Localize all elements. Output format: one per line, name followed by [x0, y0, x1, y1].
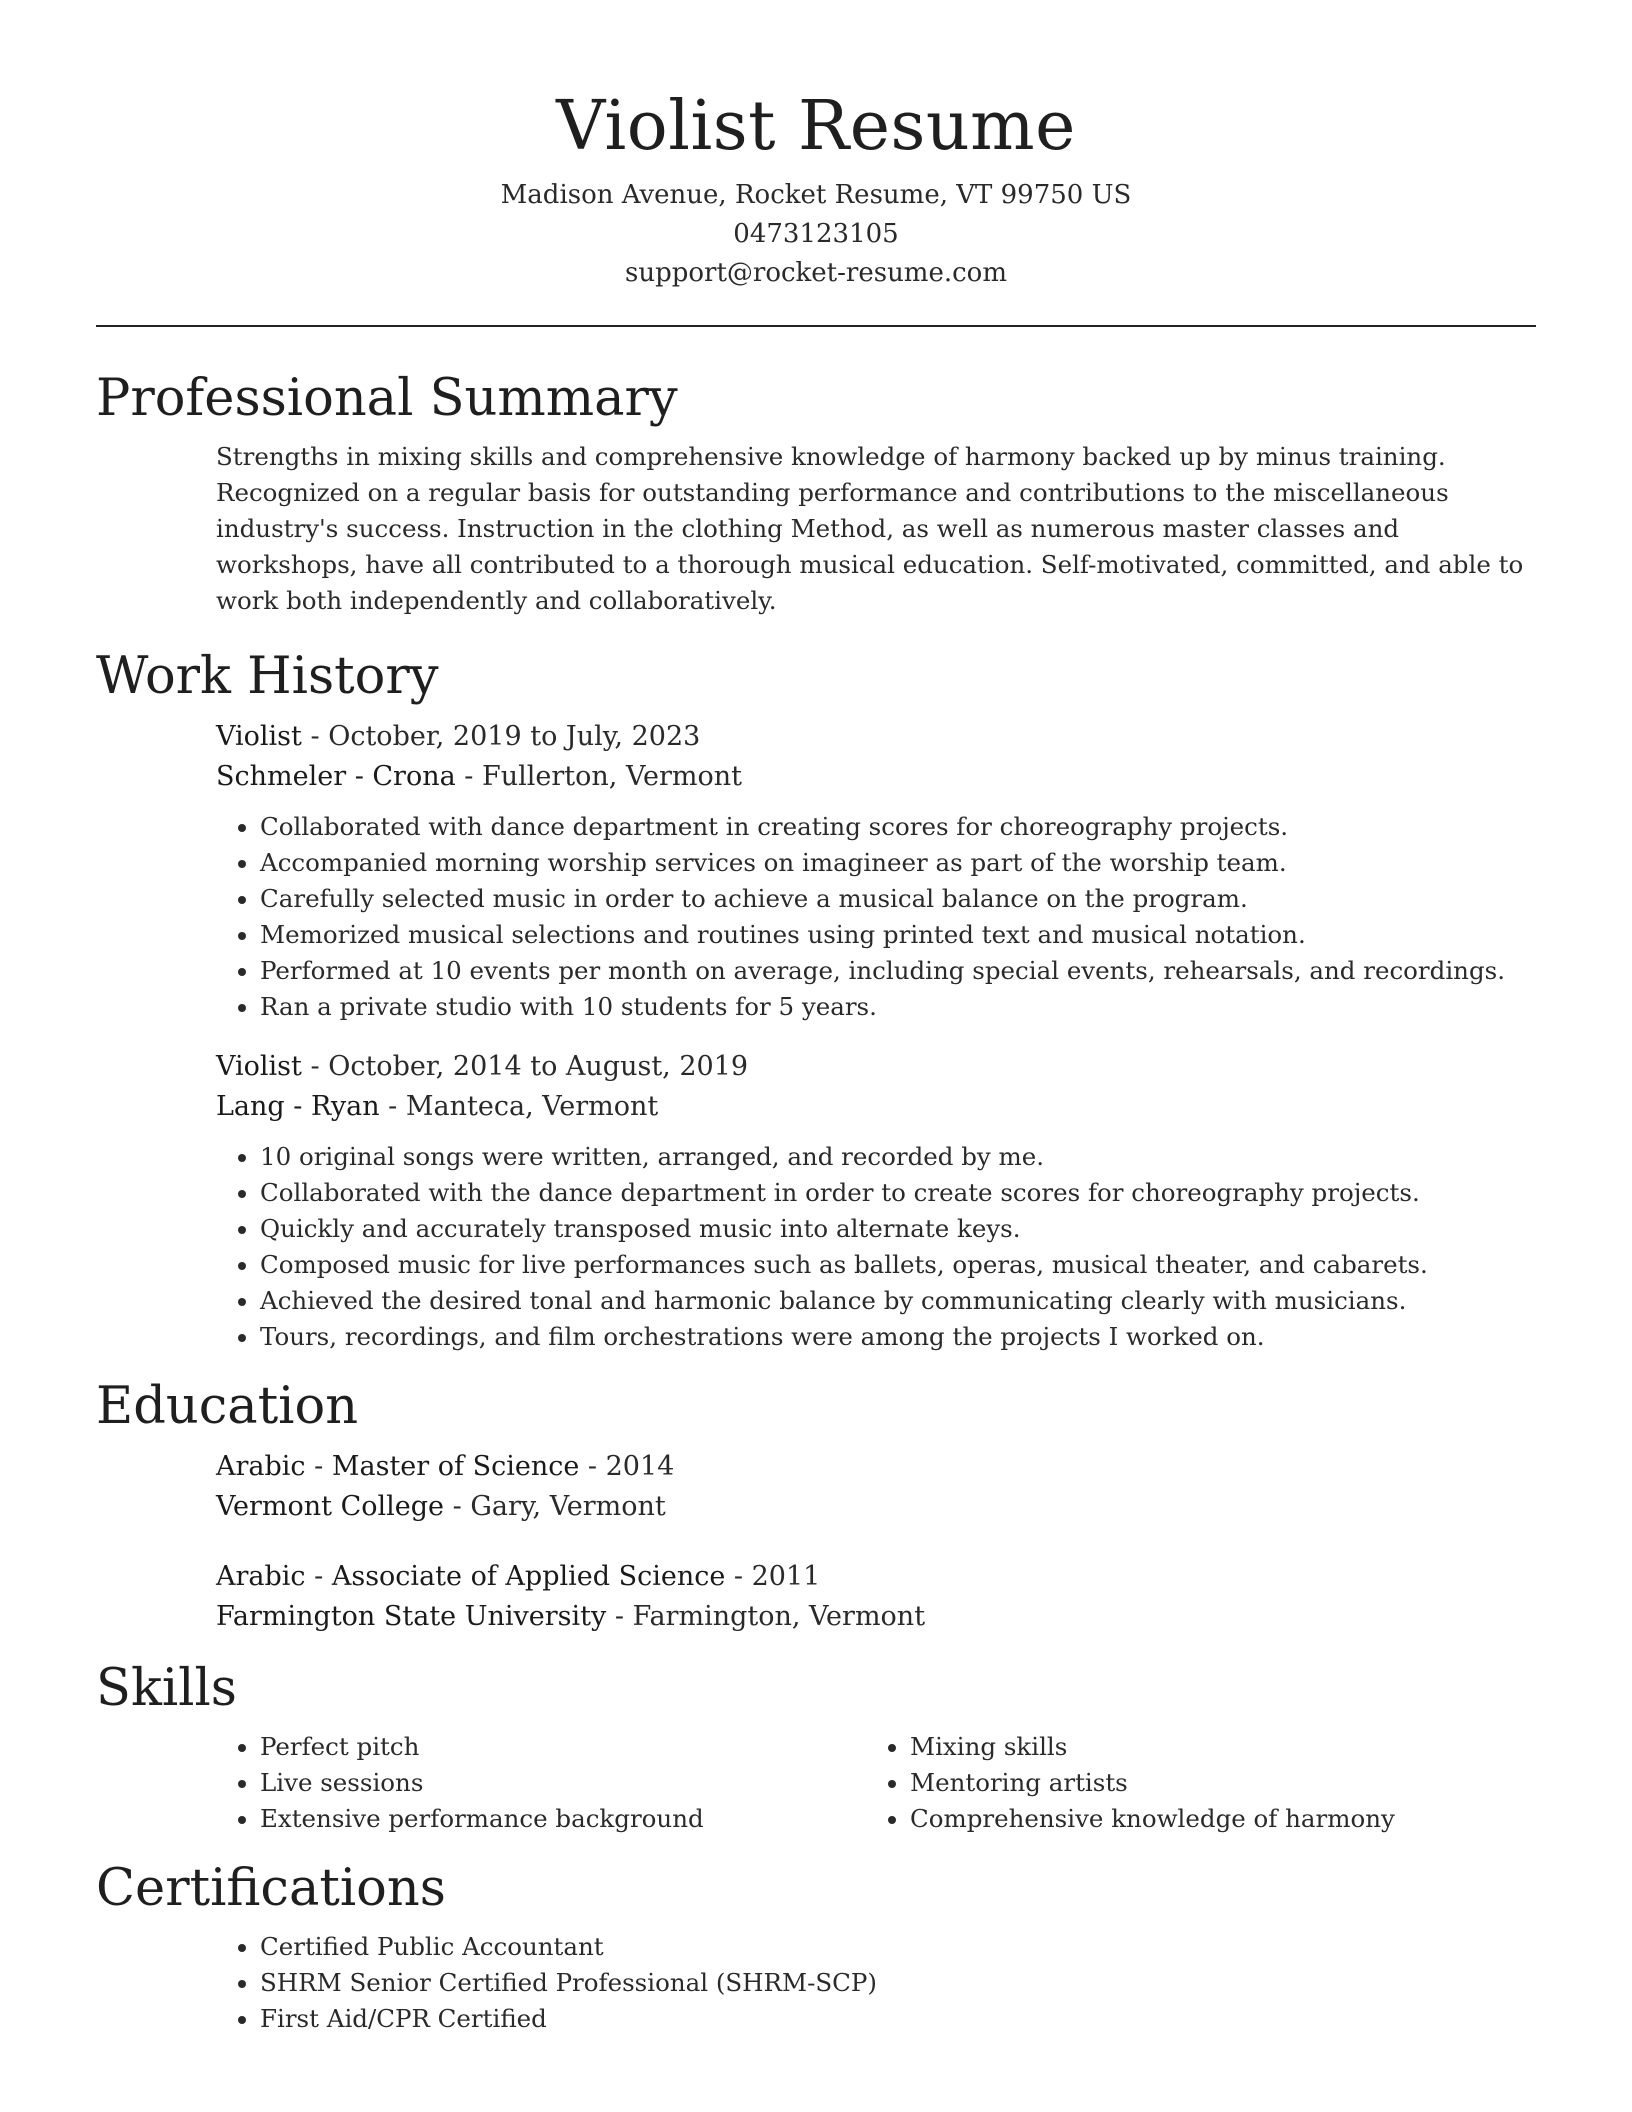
- education-body: [216, 1447, 1536, 1637]
- education-location: Gary, Vermont: [470, 1491, 666, 1522]
- list-item: • Memorized musical selections and routines using printed text and musical notation.: [260, 917, 1536, 953]
- job-title-line: [216, 717, 1536, 757]
- resume-header: [96, 0, 1536, 293]
- job-location: Fullerton, Vermont: [482, 761, 742, 792]
- summary-section: [96, 367, 1536, 619]
- list-item: • Carefully selected music in order to achieve a musical balance on the program.: [260, 881, 1536, 917]
- summary-heading: Professional Summary: [96, 369, 678, 428]
- separator: -: [305, 1451, 332, 1482]
- job-company-line: [216, 757, 1536, 797]
- job-title-line: [216, 1047, 1536, 1087]
- list-item: • Mentoring artists: [910, 1765, 1516, 1801]
- list-item: • Comprehensive knowledge of harmony: [910, 1801, 1516, 1837]
- list-item: • Achieved the desired tonal and harmonic balance by communicating clearly with musicians.: [260, 1283, 1536, 1319]
- list-item: • SHRM Senior Certified Professional (SHRM-SCP): [260, 1965, 1536, 2001]
- job-company: Schmeler - Crona: [216, 761, 456, 792]
- list-item: • Collaborated with dance department in creating scores for choreography projects.: [260, 809, 1536, 845]
- education-degree: Master of Science: [331, 1451, 580, 1482]
- list-item: • 10 original songs were written, arranged, and recorded by me.: [260, 1139, 1536, 1175]
- contact-address: Madison Avenue, Rocket Resume, VT 99750 US: [500, 180, 1132, 210]
- education-heading: Education: [96, 1377, 359, 1436]
- education-year: 2014: [605, 1451, 675, 1482]
- list-item: • Live sessions: [260, 1765, 866, 1801]
- summary-text: Strengths in mixing skills and comprehensive knowledge of harmony backed up by minus training. Recognized on a regular basis for outstanding performance and contributions to the miscellaneous industry's success. Instruction in the clothing Method, as well as numerous master classes and workshops, have all contributed to a thorough musical education. Self-motivated, committed, and able to work both independently and collaboratively.: [216, 442, 1524, 615]
- separator: -: [725, 1561, 752, 1592]
- list-item: • Tours, recordings, and film orchestrations were among the projects I worked on.: [260, 1319, 1536, 1355]
- work-heading: Work History: [96, 647, 439, 706]
- education-year: 2011: [751, 1561, 821, 1592]
- education-school: Vermont College: [216, 1491, 445, 1522]
- contact-phone: 0473123105: [733, 219, 899, 249]
- certifications-body: [216, 1929, 1536, 2037]
- job-title: Violist: [216, 1051, 302, 1082]
- education-degree: Associate of Applied Science: [331, 1561, 726, 1592]
- list-item: • Quickly and accurately transposed music into alternate keys.: [260, 1211, 1536, 1247]
- list-item: • Perfect pitch: [260, 1729, 866, 1765]
- work-section: [96, 645, 1536, 1355]
- resume-page: [96, 0, 1536, 2037]
- separator: -: [444, 1491, 471, 1522]
- education-location: Farmington, Vermont: [632, 1601, 926, 1632]
- education-field: Arabic: [216, 1451, 306, 1482]
- job-location: Manteca, Vermont: [405, 1091, 659, 1122]
- separator: -: [606, 1601, 633, 1632]
- job-entry: [216, 1047, 1536, 1355]
- education-entry: [216, 1447, 1536, 1527]
- education-degree-line: [216, 1447, 1536, 1487]
- list-item: • Certified Public Accountant: [260, 1929, 1536, 1965]
- certifications-list: [216, 1929, 1536, 2037]
- skills-list-left: [216, 1729, 866, 1837]
- separator: -: [379, 1091, 406, 1122]
- job-entry: [216, 717, 1536, 1025]
- skills-section: [96, 1657, 1536, 1837]
- certifications-section: [96, 1857, 1536, 2037]
- job-dates: October, 2019 to July, 2023: [328, 721, 701, 752]
- job-bullets: [216, 809, 1536, 1025]
- list-item: • Performed at 10 events per month on average, including special events, rehearsals, and recordings.: [260, 953, 1536, 989]
- job-dates: October, 2014 to August, 2019: [328, 1051, 749, 1082]
- education-school: Farmington State University: [216, 1601, 607, 1632]
- job-title: Violist: [216, 721, 302, 752]
- education-school-line: [216, 1597, 1536, 1637]
- education-entry: [216, 1557, 1536, 1637]
- skills-heading: Skills: [96, 1659, 237, 1718]
- list-item: • First Aid/CPR Certified: [260, 2001, 1536, 2037]
- job-company-line: [216, 1087, 1536, 1127]
- skills-list-right: [866, 1729, 1516, 1837]
- header-divider: [96, 325, 1536, 327]
- separator: -: [455, 761, 483, 792]
- list-item: • Mixing skills: [910, 1729, 1516, 1765]
- skills-body: [216, 1729, 1536, 1837]
- list-item: • Ran a private studio with 10 students for 5 years.: [260, 989, 1536, 1025]
- certifications-heading: Certifications: [96, 1859, 446, 1918]
- list-item: • Composed music for live performances such as ballets, operas, musical theater, and cabarets.: [260, 1247, 1536, 1283]
- separator: -: [301, 1051, 329, 1082]
- job-company: Lang - Ryan: [216, 1091, 380, 1122]
- education-field: Arabic: [216, 1561, 306, 1592]
- work-body: [216, 717, 1536, 1355]
- separator: -: [301, 721, 329, 752]
- list-item: • Accompanied morning worship services on imagineer as part of the worship team.: [260, 845, 1536, 881]
- list-item: • Extensive performance background: [260, 1801, 866, 1837]
- summary-body: [216, 439, 1536, 619]
- contact-email: support@rocket-resume.com: [624, 258, 1007, 288]
- resume-title: Violist Resume: [556, 87, 1076, 166]
- education-school-line: [216, 1487, 1536, 1527]
- job-bullets: [216, 1139, 1536, 1355]
- education-degree-line: [216, 1557, 1536, 1597]
- separator: -: [579, 1451, 606, 1482]
- separator: -: [305, 1561, 332, 1592]
- education-section: [96, 1375, 1536, 1637]
- list-item: • Collaborated with the dance department in order to create scores for choreography projects.: [260, 1175, 1536, 1211]
- contact-block: [96, 176, 1536, 293]
